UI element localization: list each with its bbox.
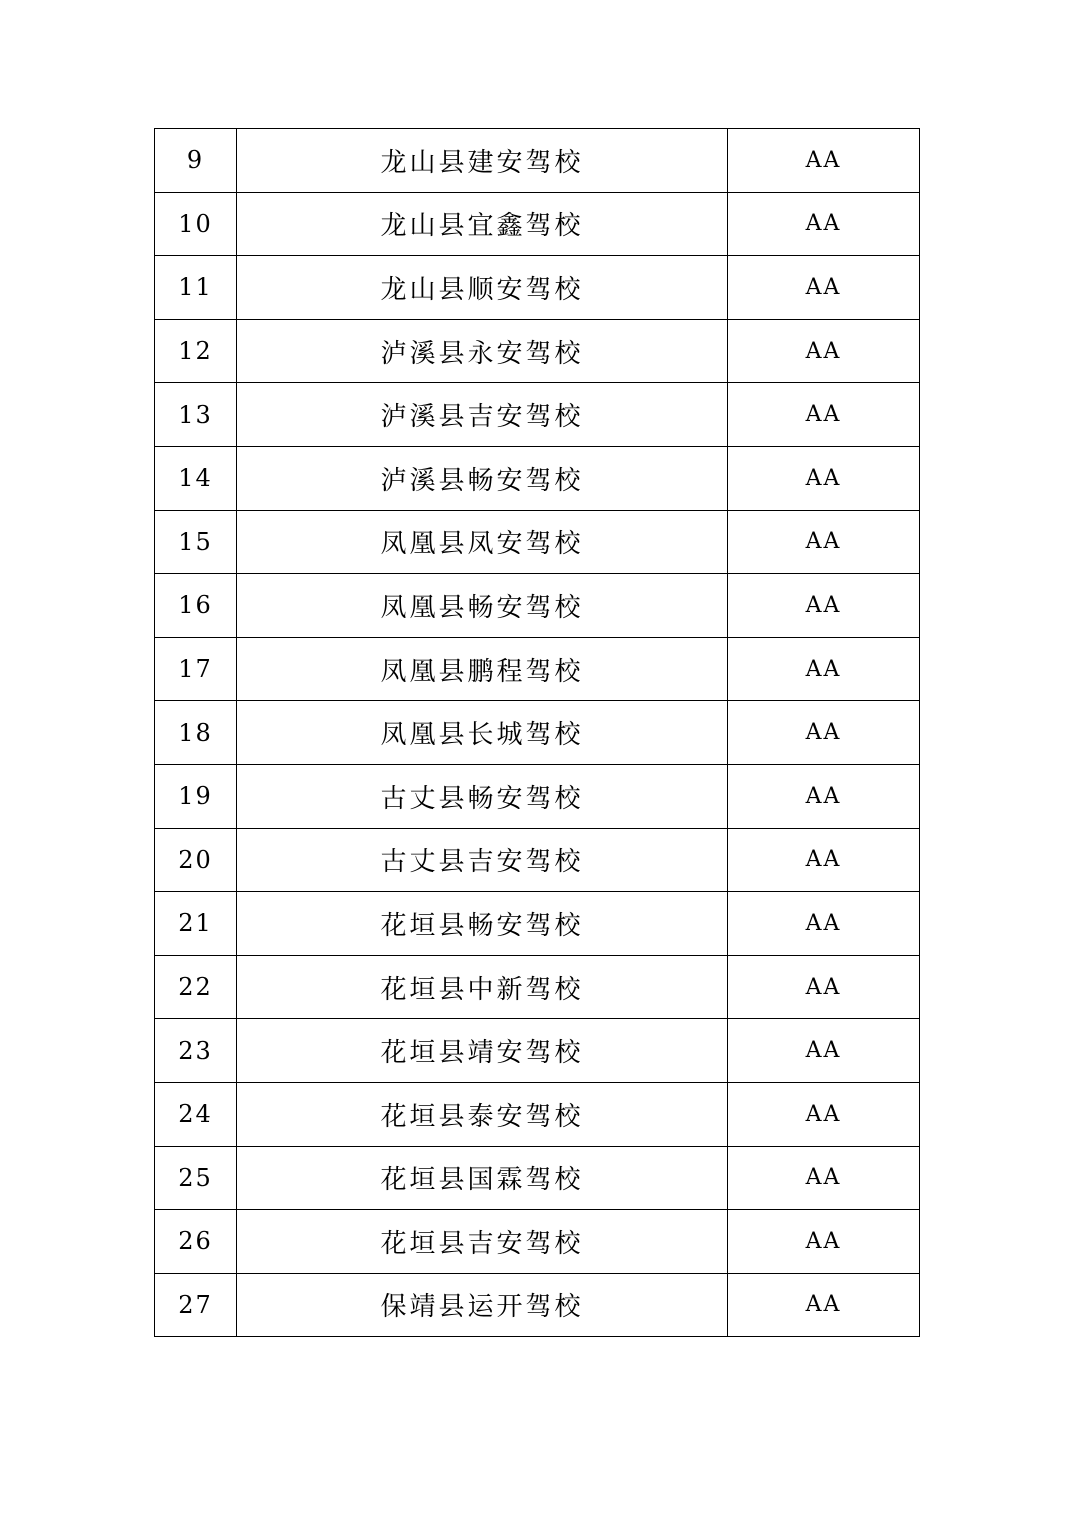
school-name-cell: 古丈县吉安驾校 — [237, 828, 728, 892]
row-number-cell: 13 — [155, 383, 237, 447]
rating-grade-cell: AA — [728, 701, 920, 765]
school-name-cell: 保靖县运开驾校 — [237, 1273, 728, 1337]
table-row — [155, 1082, 920, 1146]
table-row — [155, 1210, 920, 1274]
rating-grade-cell: AA — [728, 256, 920, 320]
table-row — [155, 256, 920, 320]
row-number-cell: 26 — [155, 1210, 237, 1274]
table-row — [155, 637, 920, 701]
school-name-cell: 泸溪县永安驾校 — [237, 319, 728, 383]
table-row — [155, 955, 920, 1019]
table-row — [155, 192, 920, 256]
rating-grade-cell: AA — [728, 129, 920, 193]
table-row — [155, 828, 920, 892]
table-row — [155, 510, 920, 574]
row-number-cell: 12 — [155, 319, 237, 383]
row-number-cell: 21 — [155, 892, 237, 956]
school-name-cell: 龙山县建安驾校 — [237, 129, 728, 193]
school-name-cell: 花垣县吉安驾校 — [237, 1210, 728, 1274]
school-name-cell: 泸溪县畅安驾校 — [237, 446, 728, 510]
school-name-cell: 凤凰县凤安驾校 — [237, 510, 728, 574]
row-number-cell: 18 — [155, 701, 237, 765]
row-number-cell: 25 — [155, 1146, 237, 1210]
row-number-cell: 27 — [155, 1273, 237, 1337]
rating-grade-cell: AA — [728, 383, 920, 447]
table-body — [155, 129, 920, 1337]
school-name-cell: 凤凰县长城驾校 — [237, 701, 728, 765]
rating-grade-cell: AA — [728, 1019, 920, 1083]
table-row — [155, 701, 920, 765]
table-row — [155, 129, 920, 193]
rating-grade-cell: AA — [728, 1082, 920, 1146]
table-row — [155, 319, 920, 383]
school-name-cell: 凤凰县鹏程驾校 — [237, 637, 728, 701]
school-name-cell: 古丈县畅安驾校 — [237, 764, 728, 828]
table-row — [155, 764, 920, 828]
rating-grade-cell: AA — [728, 446, 920, 510]
rating-grade-cell: AA — [728, 764, 920, 828]
row-number-cell: 19 — [155, 764, 237, 828]
rating-grade-cell: AA — [728, 828, 920, 892]
table-row — [155, 892, 920, 956]
row-number-cell: 9 — [155, 129, 237, 193]
row-number-cell: 16 — [155, 574, 237, 638]
rating-grade-cell: AA — [728, 1210, 920, 1274]
driving-school-rating-table — [154, 128, 920, 1337]
school-name-cell: 龙山县顺安驾校 — [237, 256, 728, 320]
rating-grade-cell: AA — [728, 574, 920, 638]
table-row — [155, 1146, 920, 1210]
row-number-cell: 20 — [155, 828, 237, 892]
row-number-cell: 10 — [155, 192, 237, 256]
rating-grade-cell: AA — [728, 192, 920, 256]
school-name-cell: 泸溪县吉安驾校 — [237, 383, 728, 447]
rating-grade-cell: AA — [728, 955, 920, 1019]
rating-grade-cell: AA — [728, 637, 920, 701]
rating-grade-cell: AA — [728, 892, 920, 956]
school-name-cell: 花垣县靖安驾校 — [237, 1019, 728, 1083]
row-number-cell: 15 — [155, 510, 237, 574]
school-name-cell: 龙山县宜鑫驾校 — [237, 192, 728, 256]
table-row — [155, 574, 920, 638]
table-row — [155, 383, 920, 447]
row-number-cell: 24 — [155, 1082, 237, 1146]
row-number-cell: 14 — [155, 446, 237, 510]
table-row — [155, 1019, 920, 1083]
school-name-cell: 花垣县畅安驾校 — [237, 892, 728, 956]
school-name-cell: 花垣县国霖驾校 — [237, 1146, 728, 1210]
table-row — [155, 446, 920, 510]
school-name-cell: 凤凰县畅安驾校 — [237, 574, 728, 638]
row-number-cell: 22 — [155, 955, 237, 1019]
row-number-cell: 11 — [155, 256, 237, 320]
rating-grade-cell: AA — [728, 319, 920, 383]
rating-grade-cell: AA — [728, 1146, 920, 1210]
school-name-cell: 花垣县泰安驾校 — [237, 1082, 728, 1146]
rating-grade-cell: AA — [728, 510, 920, 574]
row-number-cell: 17 — [155, 637, 237, 701]
rating-grade-cell: AA — [728, 1273, 920, 1337]
school-name-cell: 花垣县中新驾校 — [237, 955, 728, 1019]
table-row — [155, 1273, 920, 1337]
row-number-cell: 23 — [155, 1019, 237, 1083]
